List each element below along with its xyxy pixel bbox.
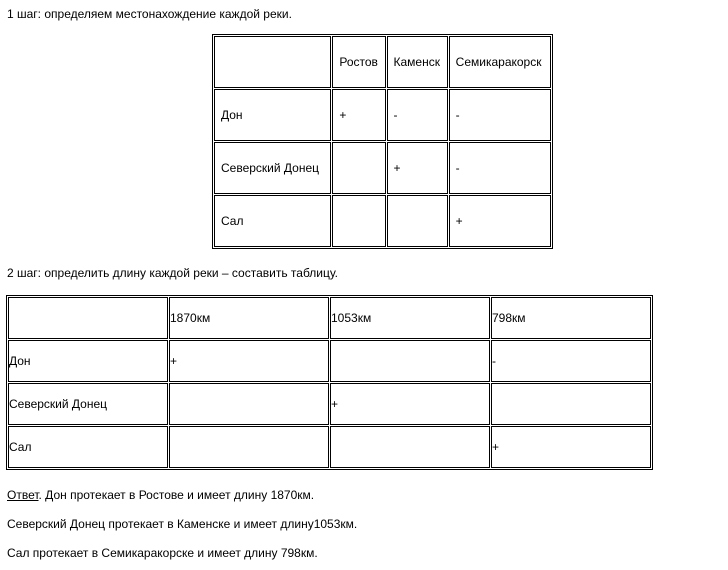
- table-header-cell: Каменск: [387, 36, 448, 88]
- table-cell: -: [449, 142, 551, 194]
- table-header-cell: 1870км: [169, 297, 329, 339]
- table-header-cell: Семикаракорск: [449, 36, 551, 88]
- table-cell: [387, 195, 448, 247]
- answer-line-1: [7, 488, 314, 502]
- answer-line-3: Сал протекает в Семикаракорске и имеет длину 798км.: [7, 546, 318, 560]
- river-location-table: [212, 34, 553, 249]
- table-cell: [330, 426, 490, 468]
- answer-line-2: Северский Донец протекает в Каменске и имеет длину1053км.: [7, 517, 358, 531]
- table-cell: +: [330, 383, 490, 425]
- table-cell: +: [387, 142, 448, 194]
- table-header-cell: 798км: [491, 297, 651, 339]
- table-cell: +: [449, 195, 551, 247]
- table-header-cell: Ростов: [332, 36, 385, 88]
- table-cell: [169, 426, 329, 468]
- table-row: [8, 297, 651, 339]
- table-cell: [332, 142, 385, 194]
- table-header-cell: [8, 297, 168, 339]
- step1-text: 1 шаг: определяем местонахождение каждой реки.: [7, 7, 292, 21]
- table-row: [8, 340, 651, 382]
- table-cell: Сал: [8, 426, 168, 468]
- table-cell: [491, 383, 651, 425]
- table-row: [214, 142, 551, 194]
- table-cell: Сал: [214, 195, 331, 247]
- table-cell: +: [169, 340, 329, 382]
- table-row: [8, 383, 651, 425]
- table-cell: +: [332, 89, 385, 141]
- table-header-cell: [214, 36, 331, 88]
- table-cell: -: [387, 89, 448, 141]
- river-length-table: [6, 295, 653, 470]
- table-cell: [169, 383, 329, 425]
- table-row: [214, 89, 551, 141]
- answer-label: Ответ: [7, 488, 39, 502]
- table-cell: [330, 340, 490, 382]
- table-row: [8, 426, 651, 468]
- table-cell: Северский Донец: [8, 383, 168, 425]
- table-row: [214, 195, 551, 247]
- table-cell: -: [449, 89, 551, 141]
- step2-text: 2 шаг: определить длину каждой реки – составить таблицу.: [7, 266, 338, 280]
- table-cell: [332, 195, 385, 247]
- table-header-cell: 1053км: [330, 297, 490, 339]
- table-cell: Дон: [214, 89, 331, 141]
- table-cell: +: [491, 426, 651, 468]
- answer-line-1-text: . Дон протекает в Ростове и имеет длину 1870км.: [38, 488, 315, 502]
- table-cell: Дон: [8, 340, 168, 382]
- table-cell: -: [491, 340, 651, 382]
- table-row: [214, 36, 551, 88]
- table-cell: Северский Донец: [214, 142, 331, 194]
